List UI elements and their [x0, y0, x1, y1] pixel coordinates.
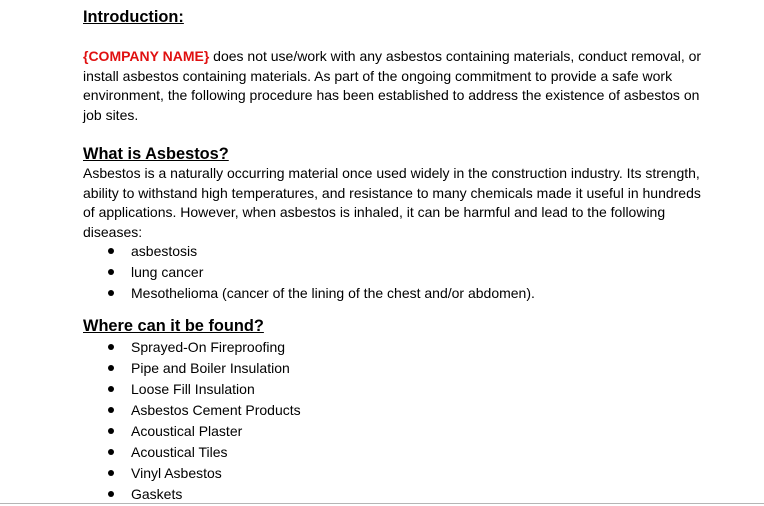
where-found-heading: Where can it be found?	[83, 317, 264, 335]
intro-paragraph	[83, 47, 713, 125]
list-item: Acoustical Plaster	[108, 421, 301, 442]
bullet-icon	[108, 386, 114, 392]
locations-list	[108, 337, 301, 505]
bullet-icon	[108, 428, 114, 434]
bullet-icon	[108, 290, 114, 296]
list-item: Sprayed-On Fireproofing	[108, 337, 301, 358]
intro-text: does not use/work with any asbestos containing materials, conduct removal, or install asbestos containing materials. As part of the ongoing commitment to provide a safe work environment, the following procedure has been established to address the existence of asbestos on job sites.	[83, 48, 702, 123]
list-item: Mesothelioma (cancer of the lining of the chest and/or abdomen).	[108, 283, 535, 304]
list-item: lung cancer	[108, 262, 535, 283]
bullet-icon	[108, 407, 114, 413]
bullet-icon	[108, 269, 114, 275]
page-bottom-rule	[0, 503, 764, 504]
list-item: Asbestos Cement Products	[108, 400, 301, 421]
bullet-icon	[108, 365, 114, 371]
bullet-icon	[108, 248, 114, 254]
bullet-icon	[108, 344, 114, 350]
diseases-list	[108, 241, 535, 304]
intro-heading: Introduction:	[83, 8, 184, 26]
list-item: Acoustical Tiles	[108, 442, 301, 463]
what-is-asbestos-paragraph: Asbestos is a naturally occurring material once used widely in the construction industry. Its strength, ability to withstand high temperatures, and resistance to many chemicals made it useful in hundreds of applications. However, when asbestos is inhaled, it can be harmful and lead to the following diseases:	[83, 165, 701, 240]
bullet-icon	[108, 491, 114, 497]
list-item: Pipe and Boiler Insulation	[108, 358, 301, 379]
company-name-placeholder: {COMPANY NAME}	[83, 48, 210, 64]
bullet-icon	[108, 470, 114, 476]
list-item: Vinyl Asbestos	[108, 463, 301, 484]
list-item: Loose Fill Insulation	[108, 379, 301, 400]
what-is-asbestos-heading: What is Asbestos?	[83, 145, 229, 163]
list-item: asbestosis	[108, 241, 535, 262]
list-item: Gaskets	[108, 484, 301, 505]
bullet-icon	[108, 449, 114, 455]
